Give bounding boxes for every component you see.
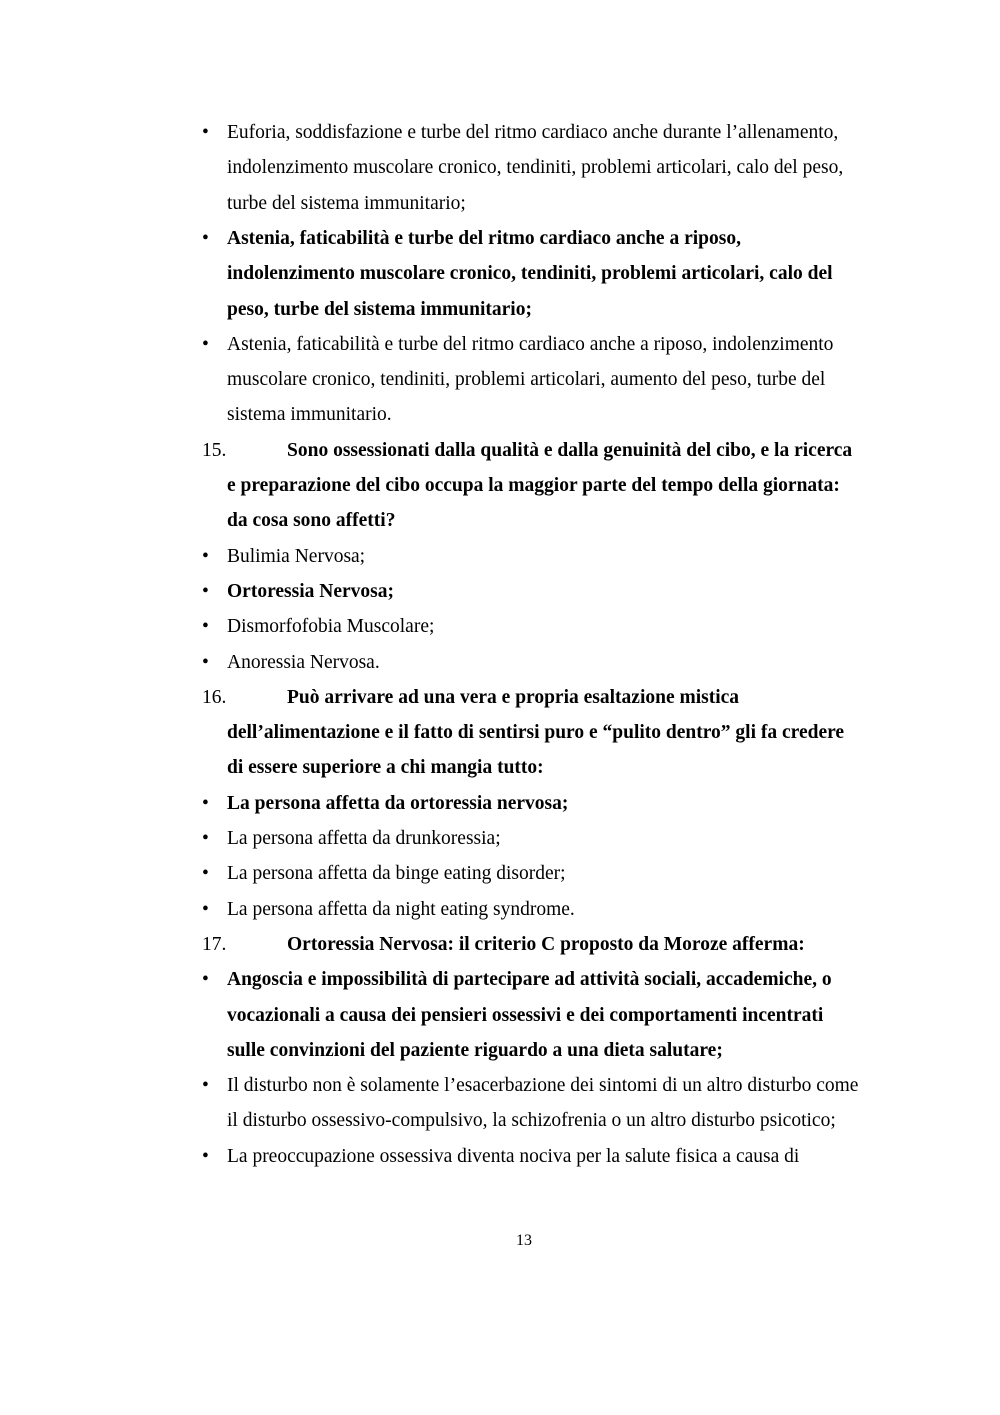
bullet-marker: • <box>202 651 209 673</box>
bullet-marker: • <box>202 1145 209 1167</box>
question-number: 15. <box>202 439 227 461</box>
list-item-line: sistema immunitario. <box>227 404 392 426</box>
list-item-line: La persona affetta da ortoressia nervosa; <box>227 792 569 814</box>
list-item-line: il disturbo ossessivo-compulsivo, la schizofrenia o un altro disturbo psicotico; <box>227 1110 836 1132</box>
bullet-marker: • <box>202 969 209 991</box>
question-text-line: dell’alimentazione e il fatto di sentirsi puro e “pulito dentro” gli fa credere <box>227 722 845 744</box>
list-item-line: La persona affetta da binge eating disorder; <box>227 863 566 885</box>
list-item-line: Astenia, faticabilità e turbe del ritmo cardiaco anche a riposo, <box>227 227 741 249</box>
list-item-line: peso, turbe del sistema immunitario; <box>227 298 532 320</box>
bullet-marker: • <box>202 828 209 849</box>
list-item-line: muscolare cronico, tendiniti, problemi articolari, aumento del peso, turbe del <box>227 369 826 391</box>
list-item-line: sulle convinzioni del paziente riguardo a una dieta salutare; <box>227 1039 723 1061</box>
list-item-line: La persona affetta da night eating syndrome. <box>227 898 575 920</box>
list-item-line: Bulimia Nervosa; <box>227 545 366 567</box>
page-number: 13 <box>516 1232 532 1249</box>
bullet-marker: • <box>202 616 209 638</box>
bullet-marker: • <box>202 898 209 920</box>
list-item-line: Anoressia Nervosa. <box>227 651 380 673</box>
list-item-line: Astenia, faticabilità e turbe del ritmo cardiaco anche a riposo, indolenzimento <box>227 333 834 355</box>
bullet-marker: • <box>202 863 209 885</box>
bullet-marker: • <box>202 333 209 355</box>
bullet-marker: • <box>202 1075 209 1097</box>
question-text-line: Sono ossessionati dalla qualità e dalla genuinità del cibo, e la ricerca <box>287 439 853 461</box>
bullet-marker: • <box>202 545 209 567</box>
list-item-line: La persona affetta da drunkoressia; <box>227 828 501 849</box>
list-item-line: indolenzimento muscolare cronico, tendiniti, problemi articolari, calo del peso, <box>227 157 844 179</box>
bullet-marker: • <box>202 580 209 602</box>
question-text-line: da cosa sono affetti? <box>227 510 396 532</box>
bullet-marker: • <box>202 227 209 249</box>
question-number: 16. <box>202 686 227 708</box>
list-item-line: Angoscia e impossibilità di partecipare ad attività sociali, accademiche, o <box>227 969 832 991</box>
question-number: 17. <box>202 933 227 955</box>
list-item-line: Ortoressia Nervosa; <box>227 580 394 602</box>
list-item-line: vocazionali a causa dei pensieri ossessivi e dei comportamenti incentrati <box>227 1004 824 1026</box>
question-text-line: e preparazione del cibo occupa la maggior parte del tempo della giornata: <box>227 475 840 496</box>
bullet-marker: • <box>202 792 209 814</box>
question-text-line: Può arrivare ad una vera e propria esaltazione mistica <box>287 686 740 708</box>
list-item-line: Il disturbo non è solamente l’esacerbazione dei sintomi di un altro disturbo come <box>227 1075 859 1097</box>
question-text-line: Ortoressia Nervosa: il criterio C proposto da Moroze afferma: <box>287 933 805 955</box>
list-item-line: turbe del sistema immunitario; <box>227 192 466 214</box>
list-item-line: La preoccupazione ossessiva diventa nociva per la salute fisica a causa di <box>227 1145 800 1167</box>
list-item-line: Euforia, soddisfazione e turbe del ritmo cardiaco anche durante l’allenamento, <box>227 122 839 143</box>
list-item-line: Dismorfofobia Muscolare; <box>227 616 435 638</box>
question-text-line: di essere superiore a chi mangia tutto: <box>227 757 544 779</box>
bullet-marker: • <box>202 122 209 143</box>
list-item-line: indolenzimento muscolare cronico, tendiniti, problemi articolari, calo del <box>227 263 833 285</box>
